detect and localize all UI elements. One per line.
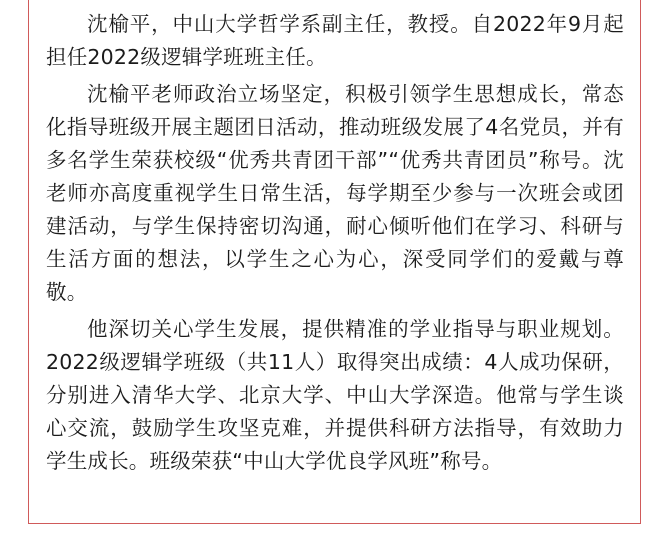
document-body <box>46 8 624 480</box>
frame-left-rule <box>28 0 29 524</box>
paragraph-intro: 沈榆平，中山大学哲学系副主任，教授。自2022年9月起担任2022级逻辑学班班主任。 <box>46 12 624 69</box>
frame-right-rule <box>640 0 641 524</box>
frame-bottom-rule <box>28 523 641 524</box>
paragraph-political-work: 沈榆平老师政治立场坚定，积极引领学生思想成长，常态化指导班级开展主题团日活动，推动班级发展了4名党员，并有多名学生荣获校级“优秀共青团干部”“优秀共青团员”称号。沈老师亦高度重视学生日常生活，每学期至少参与一次班会或团建活动，与学生保持密切沟通，耐心倾听他们在学习、科研与生活方面的想法，以学生之心为心，深受同学们的爱戴与尊敬。 <box>46 82 624 304</box>
paragraph-student-development: 他深切关心学生发展，提供精准的学业指导与职业规划。2022级逻辑学班级（共11人）取得突出成绩：4人成功保研，分别进入清华大学、北京大学、中山大学深造。他常与学生谈心交流，鼓励学生攻坚克难，并提供科研方法指导，有效助力学生成长。班级荣获“中山大学优良学风班”称号。 <box>46 317 624 473</box>
frame-corner-bottom-left <box>28 518 29 524</box>
frame-corner-bottom-right <box>640 518 641 524</box>
